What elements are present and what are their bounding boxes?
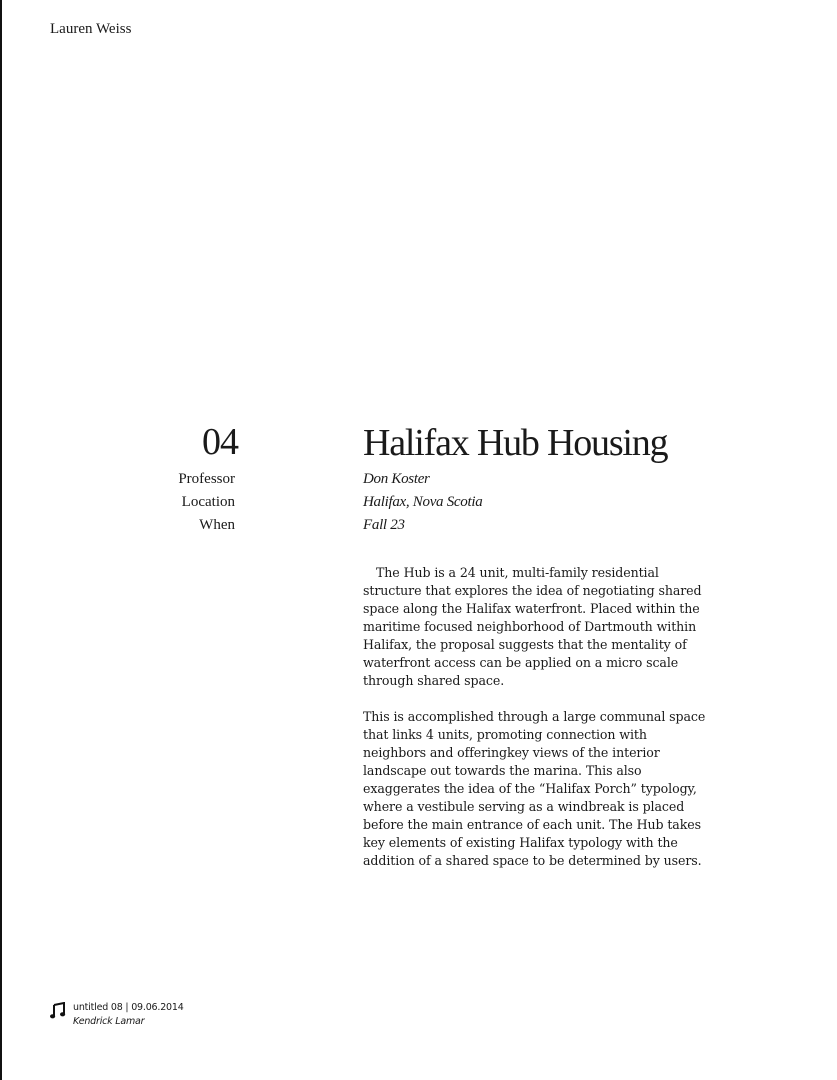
project-meta-values [363, 468, 482, 537]
project-number: 04 [202, 421, 238, 463]
meta-value-when: Fall 23 [363, 517, 405, 533]
meta-value-professor: Don Koster [363, 471, 430, 487]
track-title-date: untitled 08 | 09.06.2014 [73, 1002, 184, 1013]
author-name: Lauren Weiss [50, 21, 132, 37]
description-paragraph-1: The Hub is a 24 unit, multi-family residential structure that explores the idea of negotiating shared space along the Halifax waterfront. Placed within the maritime focused neighborhood of Dartmouth within Halifax, the proposal suggests that the mentality of waterfront access can be applied on a micro scale through shared space. [363, 565, 702, 688]
page-left-border [0, 0, 2, 1080]
music-note-icon [50, 1002, 66, 1023]
meta-label-when: When [199, 517, 235, 533]
meta-label-location: Location [181, 494, 235, 510]
meta-value-location: Halifax, Nova Scotia [363, 494, 483, 510]
project-description [363, 564, 708, 888]
project-meta-labels [110, 468, 235, 537]
description-paragraph-2: This is accomplished through a large communal space that links 4 units, promoting connection with neighbors and offeringkey views of the interior landscape out towards the marina. This also exaggerates the idea of the “Halifax Porch” typology, where a vestibule serving as a windbreak is placed before the main entrance of each unit. The Hub takes key elements of existing Halifax typology with the addition of a shared space to be determined by users. [363, 709, 706, 868]
project-title: Halifax Hub Housing [363, 422, 668, 464]
track-artist: Kendrick Lamar [73, 1016, 145, 1027]
meta-label-professor: Professor [178, 471, 235, 487]
